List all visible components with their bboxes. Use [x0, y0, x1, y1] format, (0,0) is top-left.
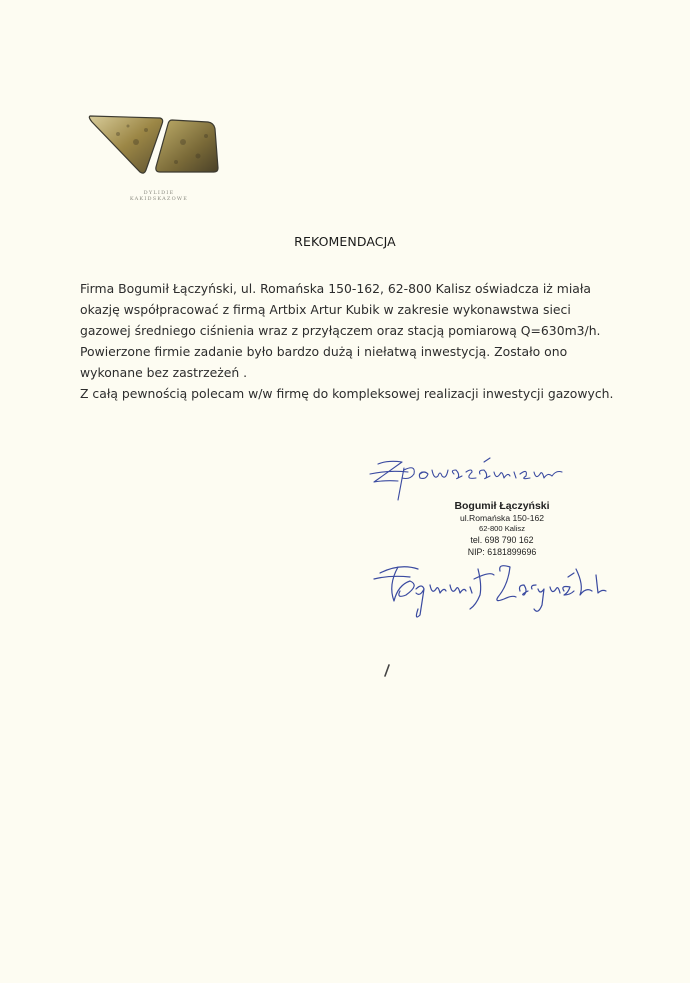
body-line: Firma Bogumił Łączyński, ul. Romańska 150-162, 62-800 Kalisz oświadcza iż miała — [80, 281, 591, 296]
body-line: gazowej średniego ciśnienia wraz z przyłączem oraz stacją pomiarową Q=630m3/h. — [80, 323, 601, 338]
logo-caption-line2: KAKIDSKAZOWE — [129, 196, 189, 202]
company-logo — [88, 112, 224, 178]
document-title: REKOMENDACJA — [294, 234, 396, 249]
stamp-nip: NIP: 6181899696 — [467, 547, 537, 557]
body-line: Z całą pewnością polecam w/w firmę do kompleksowej realizacji inwestycji gazowych. — [80, 386, 614, 401]
stamp-name: Bogumił Łączyński — [454, 500, 550, 512]
document-body — [80, 278, 640, 404]
stamp-phone: tel. 698 790 162 — [470, 535, 534, 545]
logo-caption-line1: DYLIDIE — [143, 190, 175, 196]
stamp-street: ul.Romańska 150-162 — [459, 513, 545, 523]
body-line: Powierzone firmie zadanie było bardzo dużą i niełatwą inwestycją. Zostało ono — [80, 344, 568, 359]
ink-mark — [383, 664, 391, 678]
logo-caption — [100, 190, 218, 202]
handwritten-signature — [370, 555, 620, 625]
stamp-city: 62-800 Kalisz — [478, 524, 525, 533]
body-line: okazję współpracować z firmą Artbix Artur Kubik w zakresie wykonawstwa sieci — [80, 302, 571, 317]
company-stamp — [438, 499, 566, 558]
handwritten-greeting — [368, 452, 568, 502]
body-line: wykonane bez zastrzeżeń . — [80, 365, 248, 380]
